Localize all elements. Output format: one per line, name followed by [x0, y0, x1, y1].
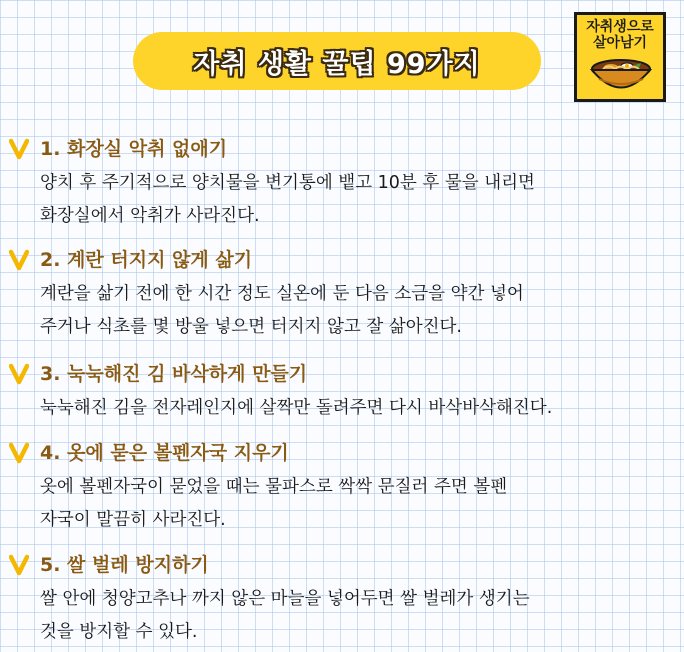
- tip-body: 계란을 삶기 전에 한 시간 정도 실온에 둔 다음 소금을 약간 넣어 주거나 식초를 몇 방울 넣으면 터지지 않고 잘 삶아진다.: [40, 284, 524, 337]
- checkmark-icon: [9, 138, 29, 160]
- tip-title: 1. 화장실 악취 없애기: [40, 138, 228, 160]
- tip-title: 5. 쌀 벌레 방지하기: [40, 554, 209, 576]
- tip-title: 4. 옷에 묻은 볼펜자국 지우기: [40, 442, 289, 464]
- tip-title: 3. 눅눅해진 김 바삭하게 만들기: [40, 363, 308, 385]
- logo-text-line2: 살아남기: [592, 35, 648, 51]
- tip-body: 양치 후 주기적으로 양치물을 변기통에 뱉고 10분 후 물을 내리면 화장실에서 악취가 사라진다.: [40, 173, 535, 226]
- title-banner: [133, 32, 541, 90]
- brand-logo: [574, 12, 666, 102]
- tip-body: 쌀 안에 청양고추나 까지 않은 마늘을 넣어두면 쌀 벌레가 생기는 것을 방지할 수 있다.: [40, 589, 530, 642]
- checkmark-icon: [9, 363, 29, 385]
- noodle-bowl-icon: [589, 55, 653, 97]
- page-title: 자취 생활 꿀팁 99가지: [193, 48, 481, 80]
- checkmark-icon: [9, 554, 29, 576]
- tip-title: 2. 계란 터지지 않게 삶기: [40, 249, 253, 271]
- checkmark-icon: [9, 442, 29, 464]
- tip-body: 눅눅해진 김을 전자레인지에 살짝만 돌려주면 다시 바삭바삭해진다.: [40, 398, 553, 418]
- logo-text-line1: 자취생으로: [586, 19, 654, 35]
- tip-body: 옷에 볼펜자국이 묻었을 때는 물파스로 싹싹 문질러 주면 볼펜 자국이 말끔히 사라진다.: [40, 477, 508, 530]
- checkmark-icon: [9, 249, 29, 271]
